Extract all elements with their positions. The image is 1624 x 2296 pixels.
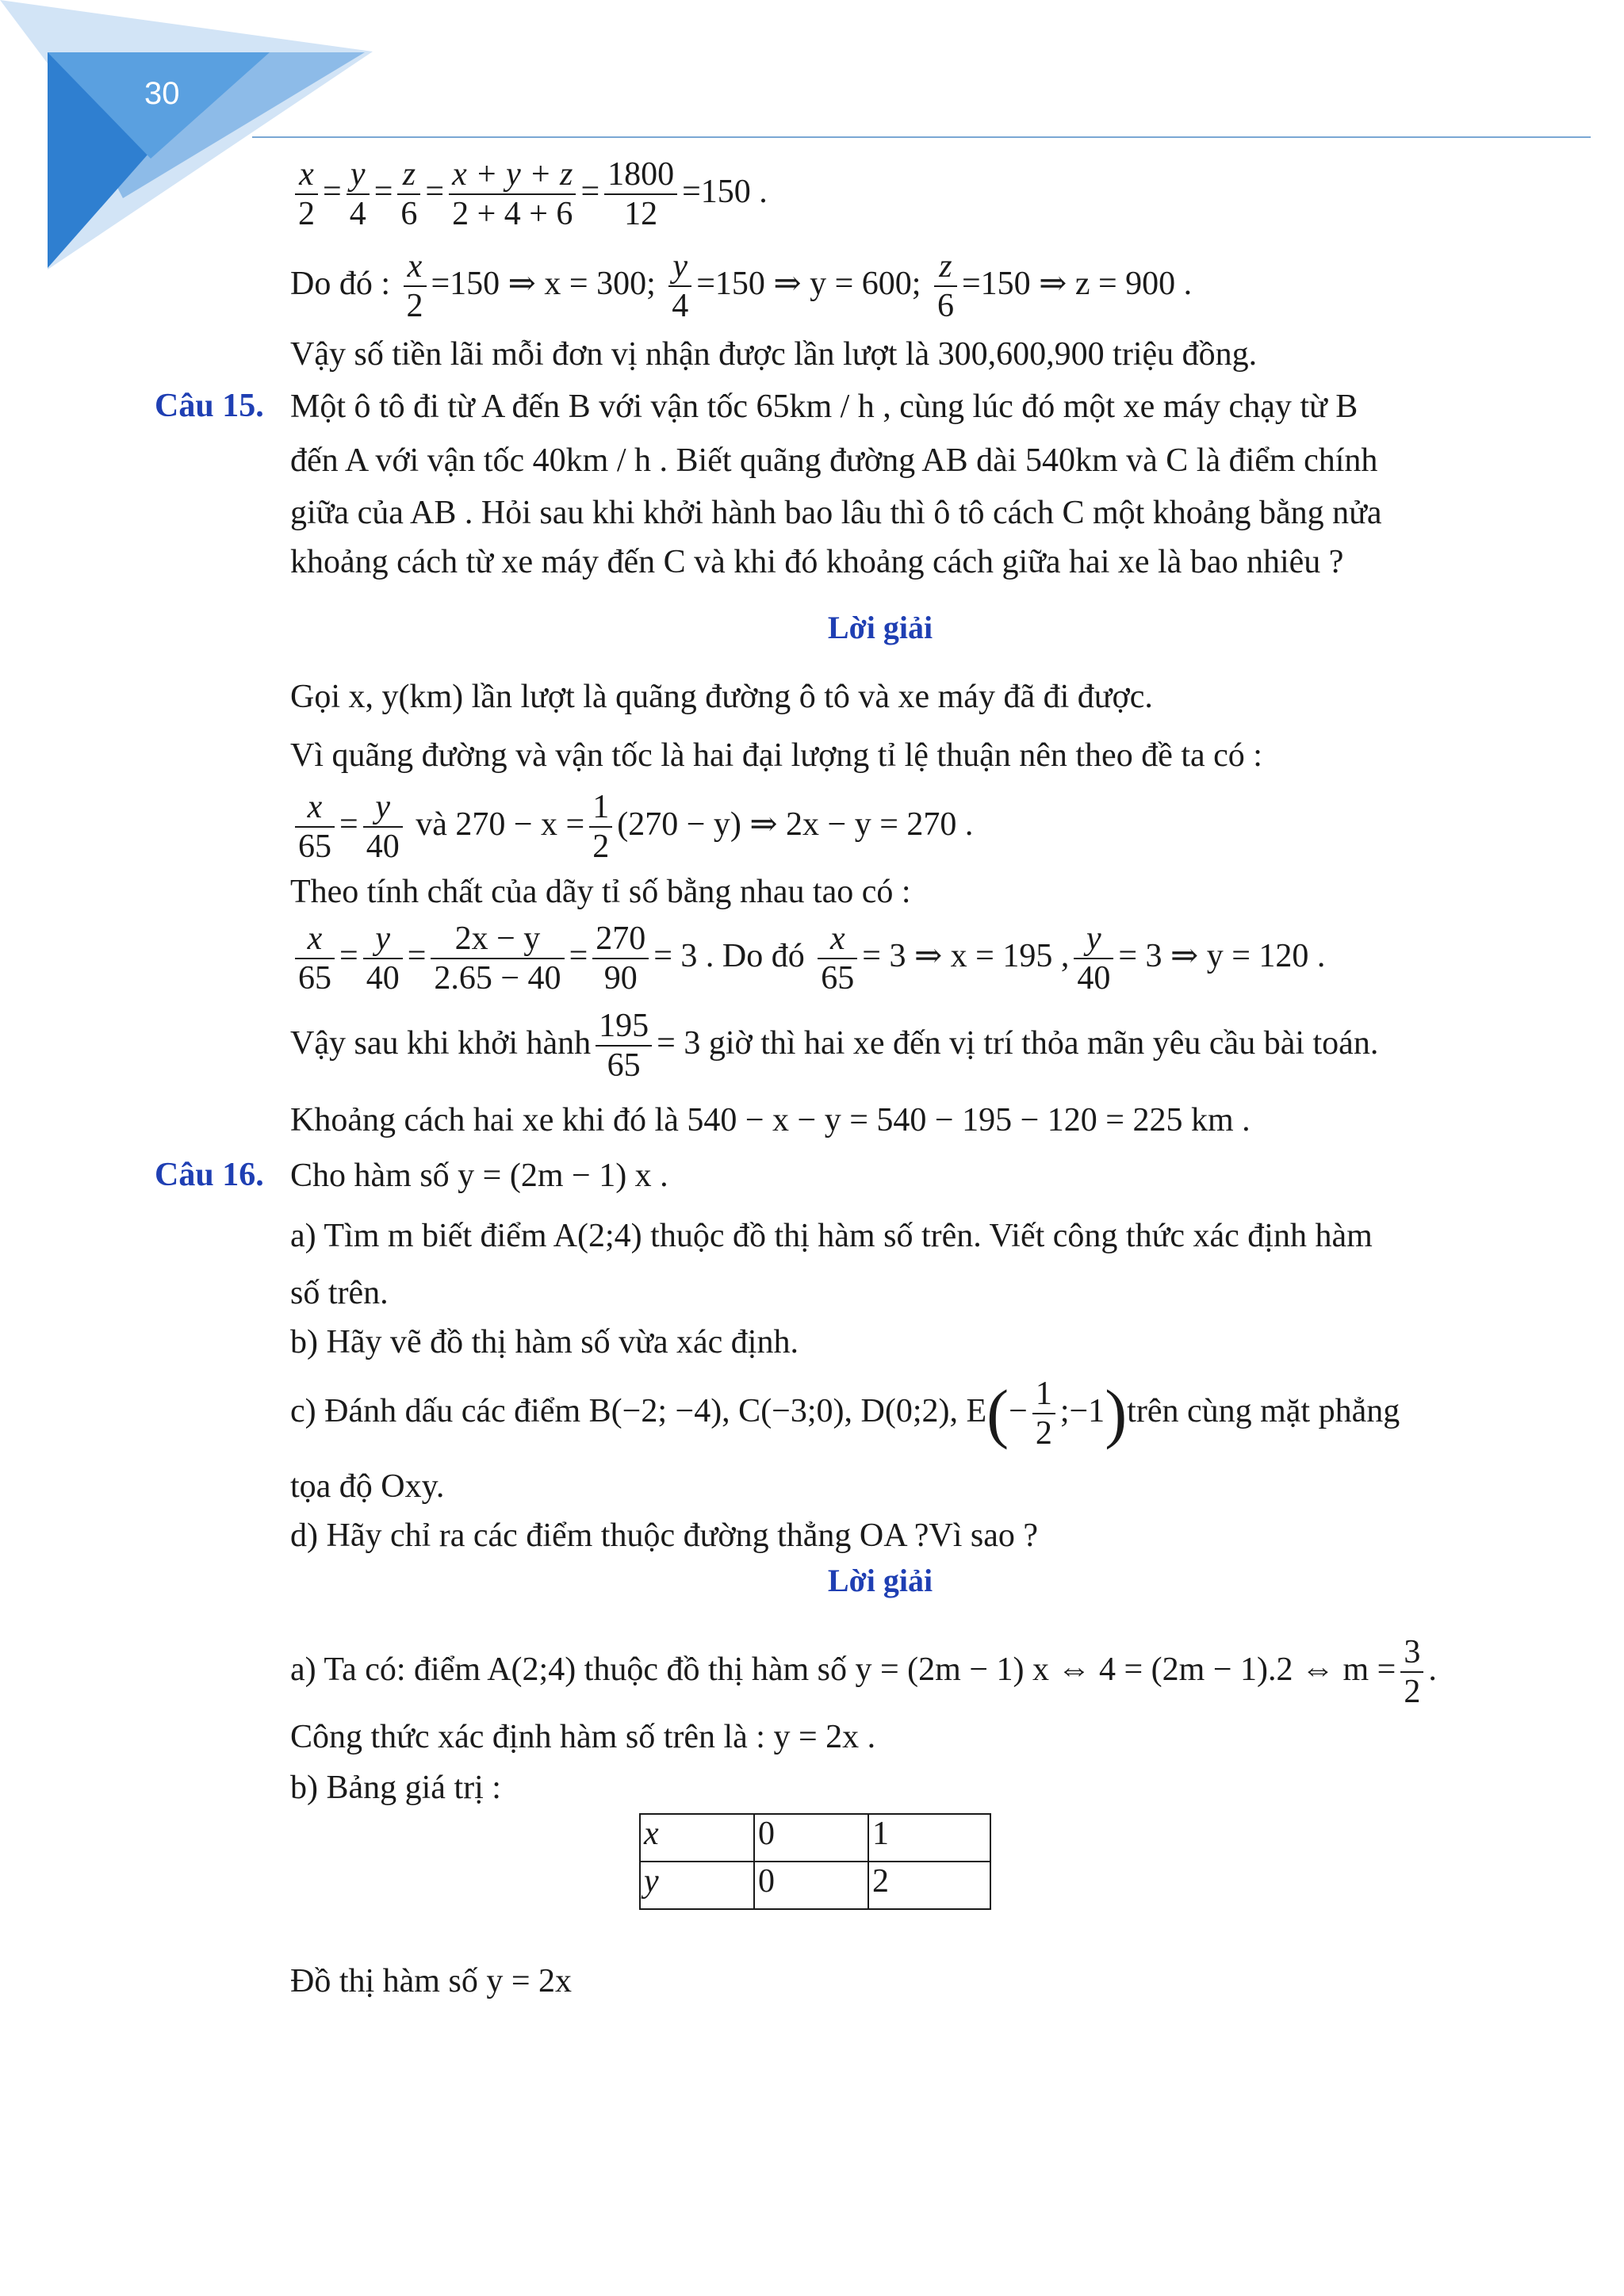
table-cell: y [640, 1862, 754, 1909]
conclusion-line: Vậy số tiền lãi mỗi đơn vị nhận được lần lượt là 300,600,900 triệu đồng. [290, 336, 1258, 373]
solution-heading-16: Lời giải [827, 1563, 933, 1598]
question-15-line-4: khoảng cách từ xe máy đến C và khi đó khoảng cách giữa hai xe là bao nhiêu ? [290, 544, 1344, 580]
question-15-label: Câu 15. [155, 388, 264, 424]
question-16-part-a-line-2: số trên. [290, 1275, 389, 1311]
solution-16-part-a: a) Ta có: điểm A(2;4) thuộc đồ thị hàm số y = (2m − 1) x ⇔ 4 = (2m − 1).2 ⇔ m = $\frac{3}{2}$ . [290, 1634, 1437, 1711]
question-16-part-c-line-2: tọa độ Oxy. [290, 1468, 445, 1505]
corner-decoration [0, 0, 373, 285]
derivation-line: Do đó : $\frac{x}{2}$ =150 ⇒ x = 300; $\frac{y}{4}$ =150 ⇒ y = 600; $\frac{z}{6}$ =150 ⇒ z = 900 . [290, 248, 1193, 325]
solution-15-ratio-chain: $\frac{x}{65}$ = $\frac{y}{40}$ = $\frac{2x - y}{2.65 - 40}$ = $\frac{270}{90}$ = 3 . Do đó $\frac{x}{65}$ = 3 ⇒ x = 195 , $\frac{y}{40}$ = 3 ⇒ y = 120 . [290, 920, 1325, 998]
solution-16-formula: Công thức xác định hàm số trên là : y = 2x . [290, 1719, 876, 1755]
value-table [639, 1813, 991, 1910]
table-cell: 0 [754, 1862, 868, 1909]
value-table-label: b) Bảng giá trị : [290, 1770, 501, 1806]
ratio-equation: $\frac{x}{2}$ = $\frac{y}{4}$ = $\frac{z}{6}$ = $\frac{x + y + z}{2 + 4 + 6}$ = $\frac{1800}{12}$ =150 . [290, 155, 768, 234]
question-16-part-a-line-1: a) Tìm m biết điểm A(2;4) thuộc đồ thị hàm số trên. Viết công thức xác định hàm [290, 1218, 1373, 1254]
solution-15-line-2: Vì quãng đường và vận tốc là hai đại lượng tỉ lệ thuận nên theo đề ta có : [290, 737, 1262, 774]
graph-label: Đồ thị hàm số y = 2x [290, 1963, 573, 1999]
header-rule [252, 136, 1591, 138]
solution-15-distance: Khoảng cách hai xe khi đó là 540 − x − y = 540 − 195 − 120 = 225 km . [290, 1102, 1251, 1138]
solution-15-proportion: $\frac{x}{65}$ = $\frac{y}{40}$ và 270 − x = $\frac{1}{2}$ (270 − y) ⇒ 2x − y = 270 . [290, 788, 973, 867]
table-cell: 0 [754, 1814, 868, 1862]
table-cell: x [640, 1814, 754, 1862]
page-number: 30 [144, 76, 180, 111]
solution-15-line-1: Gọi x, y(km) lần lượt là quãng đường ô tô và xe máy đã đi được. [290, 679, 1153, 715]
question-15-line-2: đến A với vận tốc 40km / h . Biết quãng đường AB dài 540km và C là điểm chính [290, 442, 1378, 479]
solution-15-line-4: Theo tính chất của dãy tỉ số bằng nhau tao có : [290, 874, 911, 910]
question-15-line-3: giữa của AB . Hỏi sau khi khởi hành bao lâu thì ô tô cách C một khoảng bằng nửa [290, 495, 1382, 531]
table-cell: 2 [868, 1862, 990, 1909]
question-16-part-b: b) Hãy vẽ đồ thị hàm số vừa xác định. [290, 1324, 799, 1360]
question-16-part-c: c) Đánh dấu các điểm B(−2; −4), C(−3;0), D(0;2), E(− $\frac{1}{2}$ ;−1)trên cùng mặt phẳng [290, 1376, 1400, 1452]
table-row [640, 1862, 990, 1909]
table-row [640, 1814, 990, 1862]
table-cell: 1 [868, 1814, 990, 1862]
solution-heading-15: Lời giải [827, 610, 933, 645]
question-16-part-d: d) Hãy chỉ ra các điểm thuộc đường thẳng OA ?Vì sao ? [290, 1517, 1039, 1554]
question-16-stem: Cho hàm số y = (2m − 1) x . [290, 1158, 668, 1194]
question-15-line-1: Một ô tô đi từ A đến B với vận tốc 65km / h , cùng lúc đó một xe máy chạy từ B [290, 388, 1358, 425]
solution-15-time: Vậy sau khi khởi hành $\frac{195}{65}$ = 3 giờ thì hai xe đến vị trí thỏa mãn yêu cầu bài toán. [290, 1008, 1379, 1085]
question-16-label: Câu 16. [155, 1157, 264, 1193]
